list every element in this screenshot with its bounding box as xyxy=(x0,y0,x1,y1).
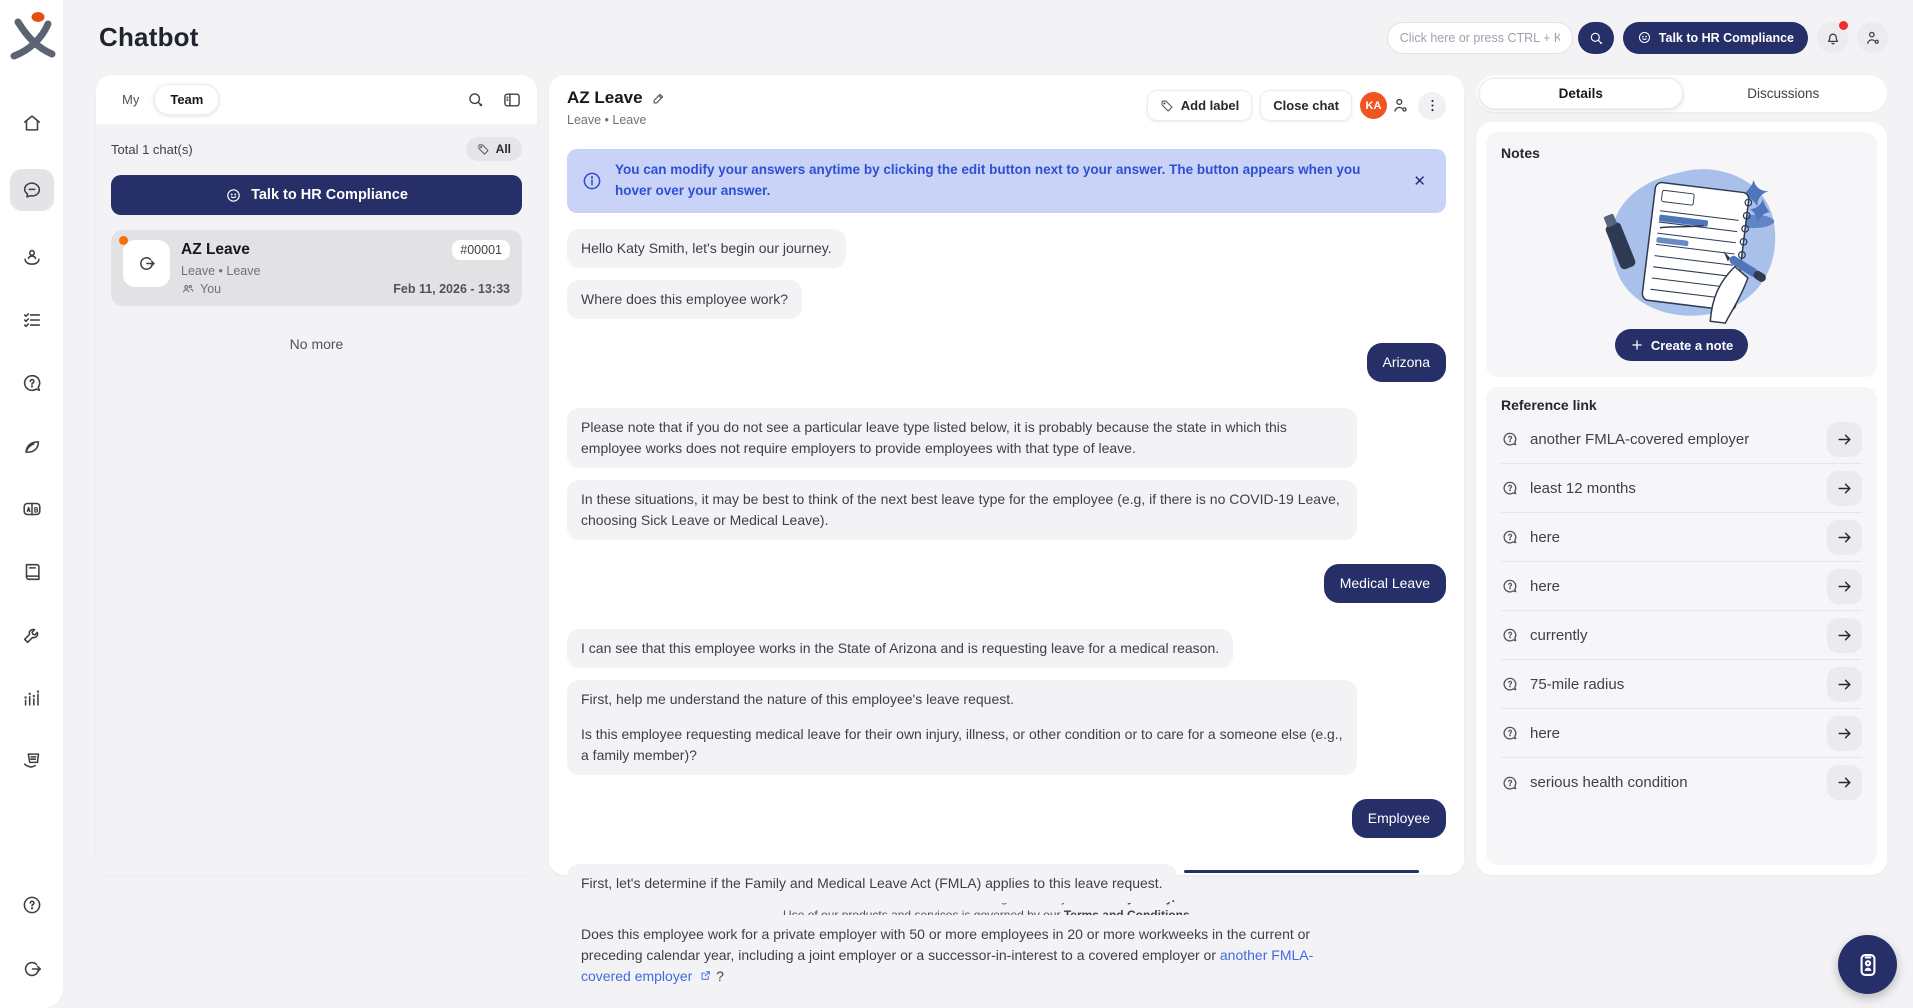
reference-link-label: serious health condition xyxy=(1530,774,1688,791)
chat-question-icon xyxy=(1501,724,1519,742)
unread-dot xyxy=(119,236,128,245)
logo-orange-dot xyxy=(31,12,44,22)
reference-link-list xyxy=(1501,415,1862,807)
tab-discussions[interactable]: Discussions xyxy=(1747,86,1820,101)
contact-card-fab[interactable] xyxy=(1838,935,1897,994)
bot-message xyxy=(567,229,1446,268)
chat-question-icon xyxy=(1501,528,1519,546)
message-bubble: Hello Katy Smith, let's begin our journey. xyxy=(567,229,846,268)
sidebar-item-hr-agent[interactable] xyxy=(12,240,52,274)
reference-link-section xyxy=(1486,387,1877,865)
help-chat-icon xyxy=(21,372,43,394)
reference-link-item xyxy=(1501,464,1862,513)
collapse-panel-icon[interactable] xyxy=(502,90,522,110)
top-bar xyxy=(63,0,1913,75)
message-list xyxy=(567,229,1446,996)
notification-badge xyxy=(1839,21,1848,30)
user-settings-icon xyxy=(1864,29,1882,47)
tab-details[interactable]: Details xyxy=(1479,78,1683,109)
banner-close-button[interactable]: ✕ xyxy=(1407,172,1432,190)
home-icon xyxy=(21,112,43,134)
chat-count-label: Total 1 chat(s) xyxy=(111,141,193,157)
tag-icon xyxy=(477,143,490,156)
tag-icon xyxy=(1160,99,1174,113)
chat-title: AZ Leave xyxy=(567,88,643,107)
chat-item-category: Leave • Leave xyxy=(181,264,261,278)
chat-bubble-icon xyxy=(21,179,43,201)
chat-list-panel xyxy=(96,75,537,875)
search-icon xyxy=(1588,30,1604,46)
chat-question-icon xyxy=(1501,626,1519,644)
notes-section xyxy=(1486,132,1877,377)
message-bubble: Medical Leave xyxy=(1324,564,1446,603)
reference-link-label: currently xyxy=(1530,626,1588,644)
icon-sidebar xyxy=(0,0,63,1008)
chat-list-item[interactable] xyxy=(111,230,522,306)
inline-reference-link[interactable]: another FMLA-covered employer xyxy=(581,946,1314,984)
filter-all-chip[interactable]: All xyxy=(466,137,522,161)
glossary-ab-icon xyxy=(21,498,43,520)
page-title: Chatbot xyxy=(99,22,199,52)
user-message xyxy=(567,564,1446,603)
message-bubble: Where does this employee work? xyxy=(567,280,802,319)
reply-input-edge xyxy=(1184,870,1419,873)
user-message xyxy=(567,799,1446,838)
open-reference-button[interactable] xyxy=(1827,520,1862,555)
bot-message xyxy=(567,280,1446,319)
reference-link-label: another FMLA-covered employer xyxy=(1530,430,1750,448)
reference-link-label: least 12 months xyxy=(1530,479,1636,497)
details-tabs xyxy=(1476,75,1887,112)
chat-smile-icon xyxy=(225,187,242,204)
reference-link-label: here xyxy=(1530,528,1561,546)
agent-icon xyxy=(21,246,43,268)
leaf-icon xyxy=(21,435,43,457)
invite-user-button[interactable] xyxy=(1391,96,1410,115)
message-bubble: I can see that this employee works in the State of Arizona and is requesting leave for a medical reason. xyxy=(567,629,1233,668)
open-reference-button[interactable] xyxy=(1827,471,1862,506)
message-bubble: Arizona xyxy=(1367,343,1446,382)
chat-participant: You xyxy=(200,282,222,296)
reference-link-title: Reference link xyxy=(1501,397,1597,413)
close-chat-button[interactable]: Close chat xyxy=(1260,90,1352,121)
bot-message xyxy=(567,480,1446,540)
notes-illustration xyxy=(1501,163,1862,325)
arrow-right-icon xyxy=(1836,676,1853,693)
open-reference-button[interactable] xyxy=(1827,618,1862,653)
id-badge-icon xyxy=(1854,951,1882,979)
chat-question-icon xyxy=(1501,479,1519,497)
feedback-icon xyxy=(21,750,43,772)
bell-icon xyxy=(1824,29,1842,47)
open-reference-button[interactable] xyxy=(1827,765,1862,800)
search-chats-icon[interactable] xyxy=(466,90,485,109)
reference-link-label: 75-mile radius xyxy=(1530,675,1625,693)
message-bubble: In these situations, it may be best to think of the next best leave type for the employee (e.g, if there is no COVID-19 Leave, choosing Sick Leave or Medical Leave). xyxy=(567,480,1357,540)
checklist-icon xyxy=(21,309,43,331)
bot-message xyxy=(567,629,1446,668)
open-reference-button[interactable] xyxy=(1827,422,1862,457)
open-reference-button[interactable] xyxy=(1827,667,1862,702)
avatar[interactable]: KA xyxy=(1360,92,1387,119)
info-banner xyxy=(567,149,1446,213)
message-bubble: First, help me understand the nature of this employee's leave request. Is this employee requesting medical leave for their own injury, illness, or other condition or to care for a someone else (e.g., a family member)? xyxy=(567,680,1357,775)
chat-question-icon xyxy=(1501,577,1519,595)
book-icon xyxy=(21,561,43,583)
message-bubble: Employee xyxy=(1352,799,1446,838)
kebab-icon xyxy=(1424,97,1441,114)
chat-question-icon xyxy=(1501,675,1519,693)
arrow-right-icon xyxy=(1836,578,1853,595)
external-link-icon xyxy=(699,969,712,982)
sidebar-item-help[interactable] xyxy=(12,888,52,922)
chat-timestamp: Feb 11, 2026 - 13:33 xyxy=(393,282,510,296)
notifications-button[interactable] xyxy=(1817,22,1848,53)
arrow-right-icon xyxy=(1836,480,1853,497)
details-panel xyxy=(1476,75,1887,875)
arrow-right-icon xyxy=(1836,431,1853,448)
plus-icon xyxy=(1630,338,1644,352)
message-bubble: Please note that if you do not see a particular leave type listed below, it is probably because the state in which this employee works does not require employers to provide employees with that type of leave. xyxy=(567,408,1357,468)
reference-link-item xyxy=(1501,611,1862,660)
account-button[interactable] xyxy=(1857,22,1888,53)
reference-link-label: here xyxy=(1530,724,1561,742)
global-search-input[interactable] xyxy=(1387,22,1573,54)
open-reference-button[interactable] xyxy=(1827,569,1862,604)
chat-panel xyxy=(549,75,1464,984)
chat-type-icon-box xyxy=(123,240,170,287)
open-reference-button[interactable] xyxy=(1827,716,1862,751)
sidebar-item-chats[interactable] xyxy=(10,169,54,211)
sidebar-item-wellness[interactable] xyxy=(12,429,52,463)
talk-to-hr-compliance-button[interactable]: Talk to HR Compliance xyxy=(1623,22,1808,54)
reference-link-item xyxy=(1501,660,1862,709)
sidebar-item-glossary[interactable] xyxy=(12,492,52,526)
chat-question-icon xyxy=(1501,430,1519,448)
arrow-right-icon xyxy=(1836,725,1853,742)
help-circle-icon xyxy=(21,894,43,916)
leave-exit-icon xyxy=(136,253,157,274)
reference-link-item xyxy=(1501,415,1862,464)
tab-team-chats[interactable]: Team xyxy=(154,84,219,115)
arrow-right-icon xyxy=(1836,627,1853,644)
chat-number-badge: #00001 xyxy=(452,240,510,260)
message-bubble: First, let's determine if the Family and Medical Leave Act (FMLA) applies to this leave request. xyxy=(567,864,1177,903)
arrow-right-icon xyxy=(1836,774,1853,791)
bot-message xyxy=(567,408,1446,468)
banner-text: You can modify your answers anytime by clicking the edit button next to your answer. The button appears when you hover over your answer. xyxy=(615,162,1361,198)
create-note-button[interactable]: Create a note xyxy=(1615,329,1748,361)
sidebar-item-feedback[interactable] xyxy=(12,744,52,778)
sidebar-item-tools[interactable] xyxy=(12,618,52,652)
reference-link-item xyxy=(1501,709,1862,758)
user-message xyxy=(567,343,1446,382)
edit-title-icon[interactable] xyxy=(651,91,666,106)
notes-title: Notes xyxy=(1501,145,1540,161)
talk-to-hr-compliance-list-button[interactable]: Talk to HR Compliance xyxy=(111,175,522,215)
list-end-label: No more xyxy=(289,336,344,352)
reference-link-item xyxy=(1501,758,1862,807)
sidebar-item-analytics[interactable] xyxy=(12,681,52,715)
add-label-button[interactable]: Add label xyxy=(1147,90,1253,121)
sidebar-item-home[interactable] xyxy=(12,106,52,140)
sidebar-item-faq[interactable] xyxy=(12,366,52,400)
chat-question-icon xyxy=(1501,774,1519,792)
chat-item-title: AZ Leave xyxy=(181,241,250,258)
chat-smile-icon xyxy=(1637,30,1652,45)
bot-message xyxy=(567,915,1446,996)
reference-link-item xyxy=(1501,562,1862,611)
tab-my-chats[interactable]: My xyxy=(122,92,140,107)
arrow-right-icon xyxy=(1836,529,1853,546)
participants-icon xyxy=(181,282,195,296)
app-logo[interactable] xyxy=(8,8,56,64)
reference-link-label: here xyxy=(1530,577,1561,595)
bot-message xyxy=(567,680,1446,775)
sidebar-item-tasks[interactable] xyxy=(12,303,52,337)
reference-link-item xyxy=(1501,513,1862,562)
chat-menu-button[interactable] xyxy=(1418,92,1446,120)
bar-chart-icon xyxy=(21,687,43,709)
logout-icon xyxy=(21,958,43,980)
chat-subtitle: Leave • Leave xyxy=(567,113,647,127)
sidebar-item-logout[interactable] xyxy=(12,952,52,986)
wrench-icon xyxy=(21,624,43,646)
user-plus-icon xyxy=(1391,96,1410,115)
info-icon xyxy=(581,170,603,192)
message-bubble: Does this employee work for a private employer with 50 or more employees in 20 or more workweeks in the current or preceding calendar year, including a joint employer or a successor-in-interest to a covered employer or another FMLA-covered employer ? xyxy=(567,915,1357,996)
global-search-button[interactable] xyxy=(1578,22,1614,54)
sidebar-item-handbook[interactable] xyxy=(12,555,52,589)
